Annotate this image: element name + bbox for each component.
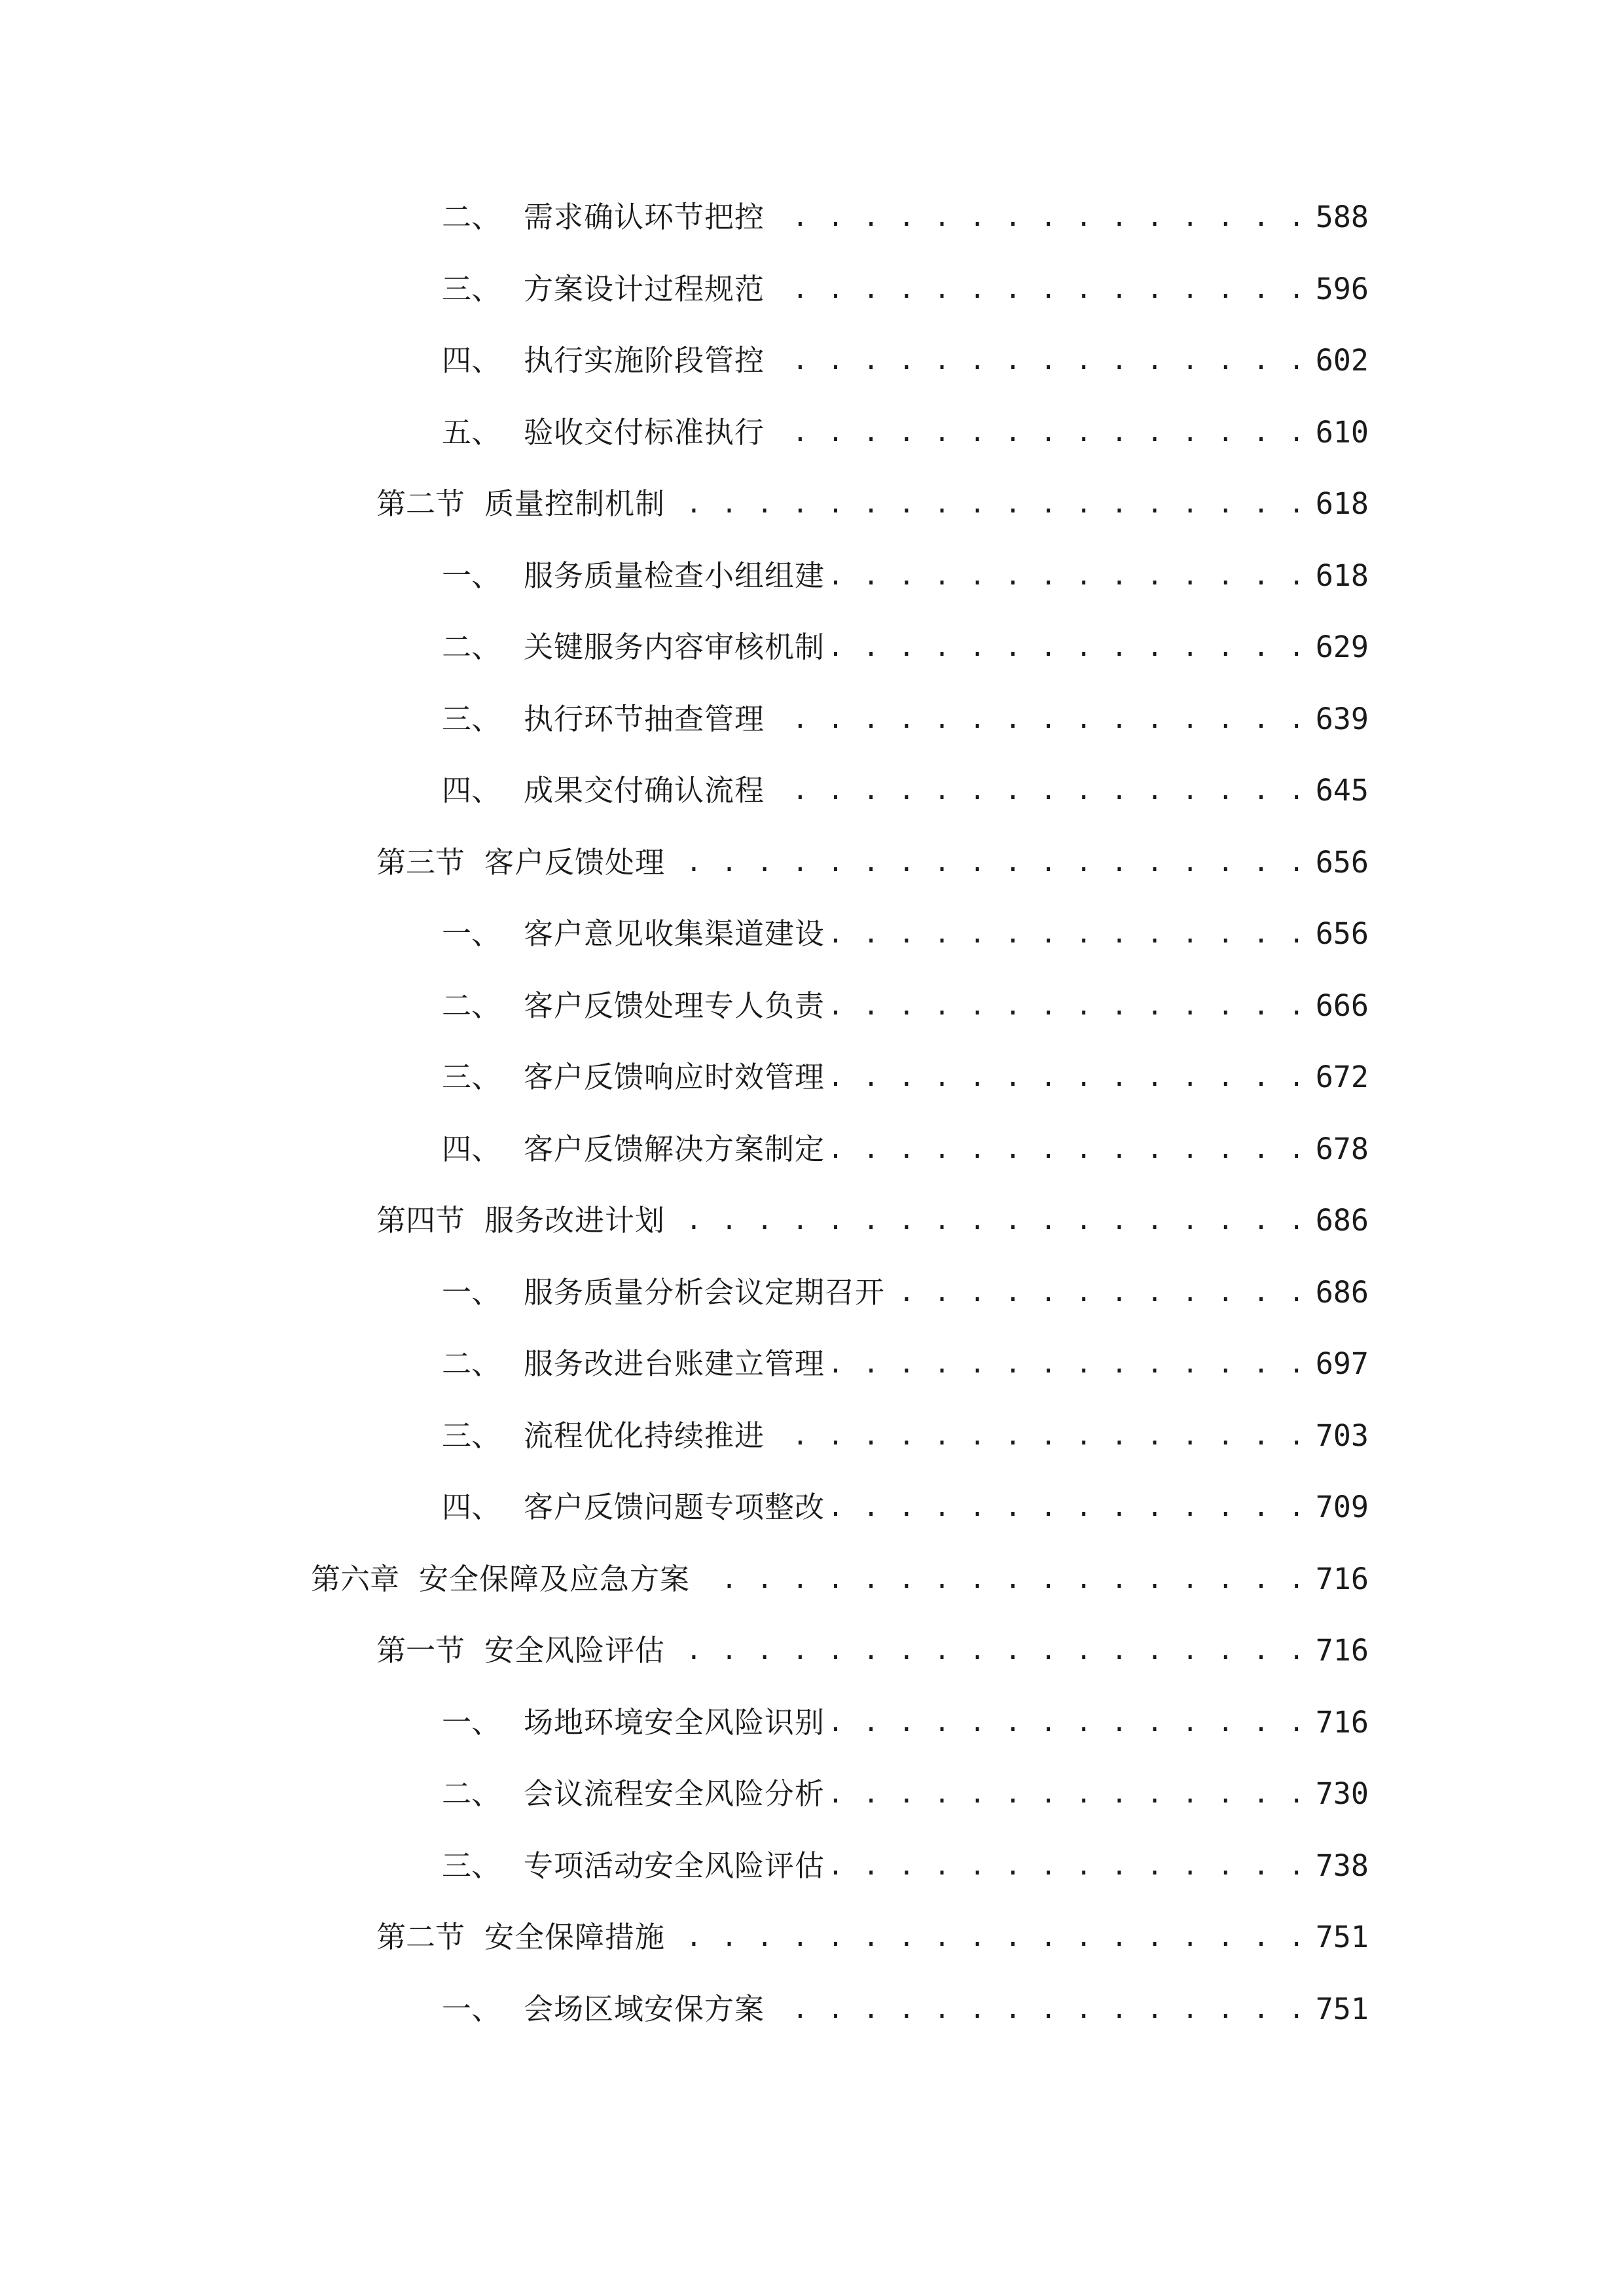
dot-leader [834,550,1307,602]
toc-entry-title: 质量控制机制 [484,486,666,521]
toc-entry-title: 执行环节抽查管理 [524,702,765,736]
toc-entry-title: 客户反馈处理专人负责 [524,988,825,1023]
toc-entry-title: 执行实施阶段管控 [524,343,765,378]
toc-entry-page-number: 730 [1315,1776,1369,1811]
toc-entry-title: 会场区域安保方案 [524,1992,765,2026]
toc-entry[interactable] [442,764,1369,817]
toc-entry[interactable] [442,263,1369,315]
dot-leader [894,1266,1307,1319]
toc-entry[interactable] [442,406,1369,459]
toc-entry-title: 关键服务内容审核机制 [524,630,825,664]
toc-entry[interactable] [442,621,1369,673]
toc-entry[interactable] [442,980,1369,1032]
toc-section-entry[interactable] [376,478,1369,530]
dot-leader [774,406,1307,459]
toc-entry-number: 一、 [442,916,501,951]
toc-entry-title: 客户反馈处理 [484,845,666,880]
dot-leader [834,1051,1307,1103]
dot-leader [699,1553,1307,1605]
toc-entry-title: 验收交付标准执行 [524,415,765,450]
toc-entry[interactable] [442,1338,1369,1390]
toc-entry-number: 一、 [442,1992,501,2026]
toc-entry-page-number: 610 [1315,415,1369,450]
toc-entry-number: 一、 [442,1705,501,1740]
toc-entry-number: 三、 [442,1848,501,1883]
dot-leader [774,1983,1307,2036]
toc-entry[interactable] [442,1840,1369,1892]
toc-entry-number: 五、 [442,415,501,450]
dot-leader [834,908,1307,960]
toc-entry-title: 需求确认环节把控 [524,200,765,234]
toc-entry-number: 第二节 [376,1920,465,1954]
toc-entry-number: 四、 [442,1132,501,1166]
toc-entry-title: 安全保障措施 [484,1920,666,1954]
toc-entry[interactable] [442,1768,1369,1820]
toc-entry-number: 二、 [442,1346,501,1381]
toc-entry-number: 四、 [442,1490,501,1524]
dot-leader [674,836,1307,889]
toc-entry-number: 一、 [442,558,501,593]
toc-entry[interactable] [442,191,1369,243]
toc-entry-title: 方案设计过程规范 [524,272,765,306]
toc-entry-number: 二、 [442,1776,501,1811]
toc-entry[interactable] [442,1051,1369,1103]
dot-leader [834,1768,1307,1820]
toc-entry[interactable] [442,550,1369,602]
toc-entry-page-number: 716 [1315,1633,1369,1668]
toc-entry-number: 三、 [442,1418,501,1453]
toc-entry-title: 安全风险评估 [484,1633,666,1668]
dot-leader [834,1696,1307,1749]
toc-entry-title: 会议流程安全风险分析 [524,1776,825,1811]
toc-entry-page-number: 703 [1315,1418,1369,1453]
dot-leader [834,1481,1307,1534]
toc-entry[interactable] [442,1410,1369,1462]
toc-entry-page-number: 588 [1315,200,1369,234]
dot-leader [834,1123,1307,1175]
toc-entry-page-number: 716 [1315,1705,1369,1740]
dot-leader [834,1840,1307,1892]
toc-entry-title: 客户反馈响应时效管理 [524,1060,825,1094]
toc-entry-title: 成果交付确认流程 [524,773,765,808]
toc-entry-page-number: 686 [1315,1275,1369,1310]
toc-entry[interactable] [442,1123,1369,1175]
toc-entry[interactable] [442,1696,1369,1749]
toc-chapter-entry[interactable] [311,1553,1369,1605]
toc-entry-page-number: 751 [1315,1920,1369,1954]
toc-entry-number: 第二节 [376,486,465,521]
toc-entry-page-number: 645 [1315,773,1369,808]
toc-entry-page-number: 596 [1315,272,1369,306]
toc-entry-page-number: 697 [1315,1346,1369,1381]
toc-entry-title: 流程优化持续推进 [524,1418,765,1453]
toc-entry-page-number: 618 [1315,558,1369,593]
toc-entry-number: 第一节 [376,1633,465,1668]
dot-leader [774,191,1307,243]
toc-entry-title: 安全保障及应急方案 [419,1562,691,1596]
toc-entry-number: 第三节 [376,845,465,880]
toc-entry-title: 服务质量检查小组组建 [524,558,825,593]
toc-entry-page-number: 666 [1315,988,1369,1023]
toc-entry-page-number: 672 [1315,1060,1369,1094]
toc-entry[interactable] [442,334,1369,387]
toc-entry-number: 第四节 [376,1203,465,1238]
toc-entry-number: 四、 [442,343,501,378]
dot-leader [674,1624,1307,1677]
dot-leader [774,263,1307,315]
toc-section-entry[interactable] [376,1194,1369,1247]
toc-entry-page-number: 751 [1315,1992,1369,2026]
toc-entry-page-number: 709 [1315,1490,1369,1524]
toc-entry-number: 二、 [442,630,501,664]
toc-section-entry[interactable] [376,1911,1369,1964]
toc-entry-number: 三、 [442,272,501,306]
toc-entry-number: 一、 [442,1275,501,1310]
toc-entry-number: 三、 [442,702,501,736]
toc-entry-page-number: 618 [1315,486,1369,521]
dot-leader [774,1410,1307,1462]
toc-entry-page-number: 686 [1315,1203,1369,1238]
dot-leader [774,334,1307,387]
toc-entry-page-number: 716 [1315,1562,1369,1596]
toc-entry[interactable] [442,1266,1369,1319]
toc-entry-title: 服务改进计划 [484,1203,666,1238]
toc-entry-title: 场地环境安全风险识别 [524,1705,825,1740]
toc-entry-title: 客户反馈问题专项整改 [524,1490,825,1524]
toc-entry-page-number: 629 [1315,630,1369,664]
toc-entry[interactable] [442,1983,1369,2036]
toc-entry-title: 服务改进台账建立管理 [524,1346,825,1381]
toc-entry-page-number: 656 [1315,916,1369,951]
toc-entry-number: 第六章 [311,1562,400,1596]
toc-entry-number: 四、 [442,773,501,808]
toc-entry-title: 客户意见收集渠道建设 [524,916,825,951]
toc-entry[interactable] [442,1481,1369,1534]
dot-leader [774,693,1307,745]
toc-entry-page-number: 639 [1315,702,1369,736]
toc-entry-number: 三、 [442,1060,501,1094]
dot-leader [774,764,1307,817]
toc-entry[interactable] [442,908,1369,960]
toc-section-entry[interactable] [376,1624,1369,1677]
toc-entry-number: 二、 [442,200,501,234]
toc-entry[interactable] [442,693,1369,745]
toc-entry-page-number: 678 [1315,1132,1369,1166]
dot-leader [834,621,1307,673]
dot-leader [674,1911,1307,1964]
toc-entry-title: 客户反馈解决方案制定 [524,1132,825,1166]
dot-leader [674,478,1307,530]
dot-leader [834,980,1307,1032]
toc-entry-page-number: 656 [1315,845,1369,880]
dot-leader [674,1194,1307,1247]
dot-leader [834,1338,1307,1390]
toc-entry-title: 专项活动安全风险评估 [524,1848,825,1883]
toc-entry-number: 二、 [442,988,501,1023]
toc-entry-title: 服务质量分析会议定期召开 [524,1275,886,1310]
toc-entry-page-number: 602 [1315,343,1369,378]
toc-section-entry[interactable] [376,836,1369,889]
toc-entry-page-number: 738 [1315,1848,1369,1883]
